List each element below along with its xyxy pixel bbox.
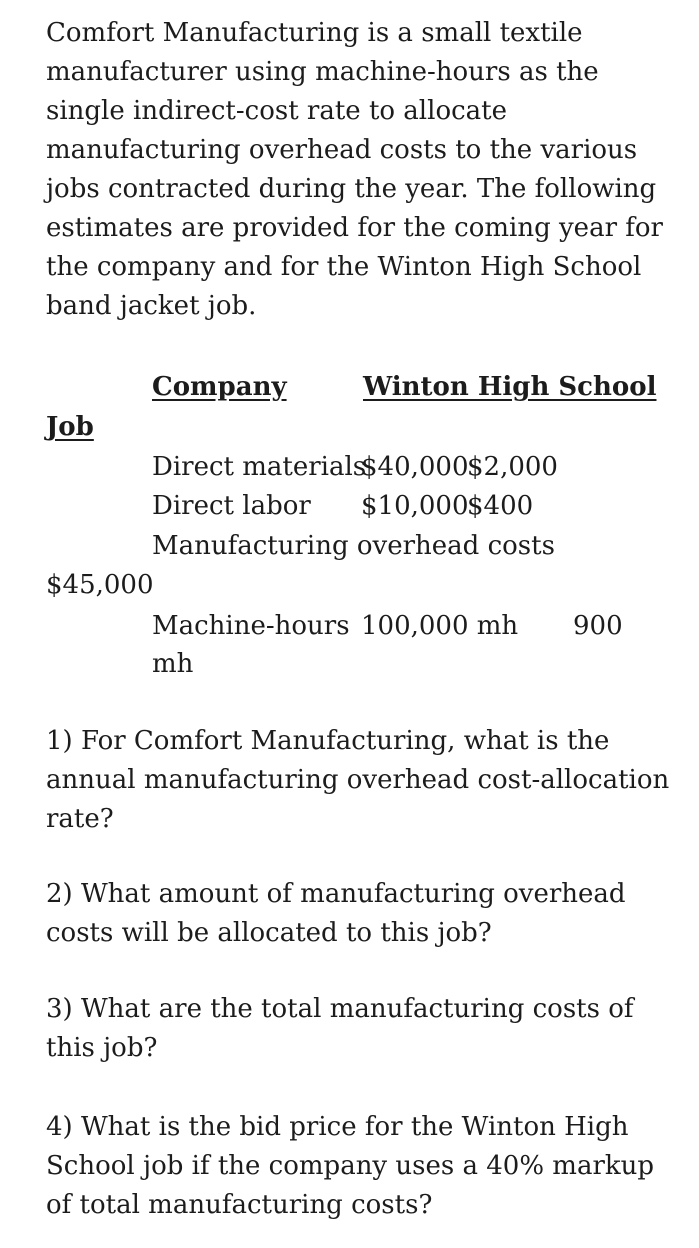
header-company: Company bbox=[152, 372, 287, 402]
question-line: 3) What are the total manufacturing costs of bbox=[46, 994, 634, 1024]
question-line: School job if the company uses a 40% markup bbox=[46, 1151, 655, 1181]
question-2 bbox=[46, 875, 666, 953]
intro-line: manufacturer using machine-hours as the bbox=[46, 57, 599, 87]
row-label-manufacturing-overhead: Manufacturing overhead costs bbox=[152, 531, 555, 561]
company-manufacturing-overhead: $45,000 bbox=[46, 570, 154, 600]
intro-line: manufacturing overhead costs to the various bbox=[46, 135, 638, 165]
intro-line: jobs contracted during the year. The following bbox=[46, 174, 657, 204]
intro-line: estimates are provided for the coming year for bbox=[46, 213, 663, 243]
question-line: annual manufacturing overhead cost-allocation bbox=[46, 765, 670, 795]
header-job: Job bbox=[46, 412, 94, 442]
row-label-machine-hours: Machine-hours bbox=[152, 611, 350, 641]
question-line: of total manufacturing costs? bbox=[46, 1190, 433, 1220]
job-direct-labor: $400 bbox=[467, 491, 534, 521]
question-line: 4) What is the bid price for the Winton High bbox=[46, 1112, 629, 1142]
intro-line: Comfort Manufacturing is a small textile bbox=[46, 18, 583, 48]
job-machine-hours-value: 900 bbox=[573, 611, 623, 641]
question-4 bbox=[46, 1108, 666, 1225]
company-direct-labor: $10,000 bbox=[361, 491, 469, 521]
intro-line: single indirect-cost rate to allocate bbox=[46, 96, 507, 126]
intro-line: band jacket job. bbox=[46, 291, 257, 321]
company-machine-hours: 100,000 mh bbox=[361, 611, 519, 641]
question-line: 2) What amount of manufacturing overhead bbox=[46, 879, 626, 909]
intro-line: the company and for the Winton High School bbox=[46, 252, 642, 282]
question-1 bbox=[46, 722, 670, 839]
company-direct-materials: $40,000 bbox=[361, 452, 469, 482]
row-label-direct-materials: Direct materials bbox=[152, 452, 367, 482]
intro-paragraph bbox=[46, 14, 666, 326]
header-winton-high-school: Winton High School bbox=[363, 372, 657, 402]
question-line: 1) For Comfort Manufacturing, what is the bbox=[46, 726, 610, 756]
row-label-direct-labor: Direct labor bbox=[152, 491, 311, 521]
question-line: rate? bbox=[46, 804, 114, 834]
question-3 bbox=[46, 990, 666, 1068]
job-machine-hours-unit: mh bbox=[152, 649, 194, 679]
job-direct-materials: $2,000 bbox=[467, 452, 558, 482]
question-line: costs will be allocated to this job? bbox=[46, 918, 492, 948]
question-line: this job? bbox=[46, 1033, 158, 1063]
